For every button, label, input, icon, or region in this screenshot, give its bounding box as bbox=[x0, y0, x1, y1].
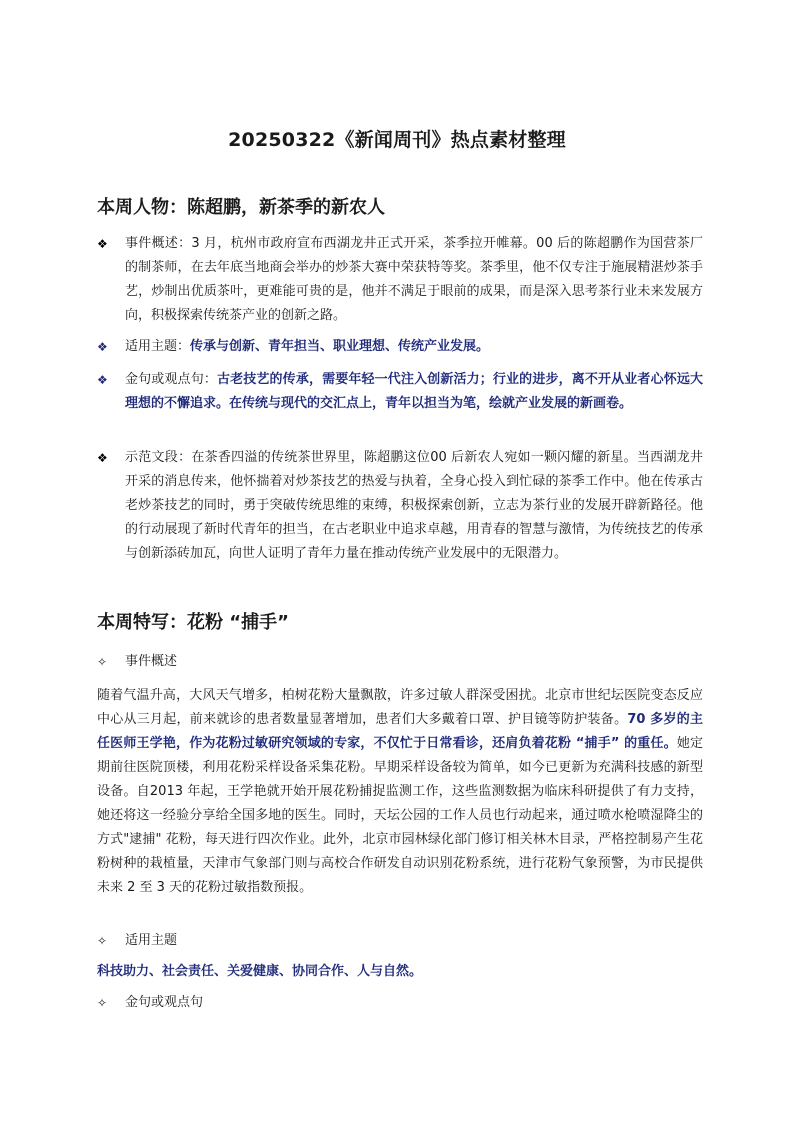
section-title-person: 本周人物：陈超鹏，新茶季的新农人 bbox=[97, 197, 385, 218]
list-item-applicable-themes bbox=[97, 335, 703, 359]
paragraph-emphasis: 70 多岁的主任医师王学艳，作为花粉过敏研究领域的专家，不仅忙于日常看诊，还肩负着花粉 “捕手” 的重任。 bbox=[97, 712, 703, 751]
item-text: 在茶香四溢的传统茶世界里，陈超鹏这位00 后新农人宛如一颗闪耀的新星。当西湖龙井开采的消息传来，他怀揣着对炒茶技艺的热爱与执着，全身心投入到忙碌的茶季工作中。他在传承古老炒茶技艺的同时，勇于突破传统思维的束缚，积极探索创新，立志为茶行业的发展开辟新路径。他的行动展现了新时代青年的担当，在古老职业中追求卓越，用青春的智慧与激情，为传统技艺的传承与创新添砖加瓦，向世人证明了青年力量在推动传统产业发展中的无限潜力。 bbox=[125, 450, 703, 561]
document-title: 20250322《新闻周刊》热点素材整理 bbox=[228, 129, 566, 151]
item-label: 事件概述： bbox=[125, 236, 192, 251]
list-item-event-overview bbox=[97, 232, 703, 328]
item-text: 3 月，杭州市政府宣布西湖龙井正式开采，茶季拉开帷幕。00 后的陈超鹏作为国营茶厂的制茶师，在去年底当地商会举办的炒茶大赛中荣获特等奖。茶季里，他不仅专注于施展精湛炒茶手艺，炒制出优质茶叶，更难能可贵的是，他并不满足于眼前的成果，而是深入思考茶行业未来发展方向，积极探索传统茶产业的创新之路。 bbox=[125, 236, 703, 323]
subheading-quote bbox=[97, 991, 703, 1015]
list-item-sample-paragraph bbox=[97, 446, 703, 566]
item-label: 金句或观点句： bbox=[125, 372, 217, 387]
paragraph-text: 她定期前往医院顶楼，利用花粉采样设备采集花粉。早期采样设备较为简单，如今已更新为充满科技感的新型设备。自2013 年起，王学艳就开始开展花粉捕捉监测工作，这些监测数据为临床科研提供了有力支持，她还将这一经验分享给全国多地的医生。同时，天坛公园的工作人员也行动起来，通过喷水枪喷湿降尘的方式"逮捕" 花粉，每天进行四次作业。此外，北京市园林绿化部门修订相关林木目录，严格控制易产生花粉树种的栽植量，天津市气象部门则与高校合作研发自动识别花粉系统，进行花粉气象预警，为市民提供未来 2 至 3 天的花粉过敏指数预报。 bbox=[97, 736, 703, 895]
four-point-star-icon: ✧ bbox=[97, 934, 108, 948]
item-text: 古老技艺的传承，需要年轻一代注入创新活力；行业的进步，离不开从业者心怀远大理想的不懈追求。在传统与现代的交汇点上，青年以担当为笔，绘就产业发展的新画卷。 bbox=[125, 372, 703, 411]
paragraph-text: 随着气温升高，大风天气增多，柏树花粉大量飘散，许多过敏人群深受困扰。北京市世纪坛医院变态反应中心从三月起，前来就诊的患者数量显著增加，患者们大多戴着口罩、护目镜等防护装备。 bbox=[97, 688, 703, 727]
diamond-bullet-icon: ❖ bbox=[97, 373, 108, 387]
feature-paragraph bbox=[97, 684, 703, 900]
themes-text: 科技助力、社会责任、关爱健康、协同合作、人与自然。 bbox=[97, 964, 423, 979]
subheading-label: 事件概述 bbox=[125, 654, 178, 669]
list-item-quote bbox=[97, 368, 703, 416]
diamond-bullet-icon: ❖ bbox=[97, 340, 108, 354]
section-title-feature: 本周特写：花粉 “捕手” bbox=[97, 612, 289, 633]
item-text: 传承与创新、青年担当、职业理想、传统产业发展。 bbox=[190, 339, 490, 354]
four-point-star-icon: ✧ bbox=[97, 655, 108, 669]
diamond-bullet-icon: ❖ bbox=[97, 451, 108, 465]
item-label: 适用主题： bbox=[125, 339, 191, 354]
item-label: 示范文段： bbox=[125, 450, 192, 465]
subheading-label: 金句或观点句 bbox=[125, 995, 204, 1010]
subheading-event-overview bbox=[97, 650, 703, 674]
diamond-bullet-icon: ❖ bbox=[97, 237, 108, 251]
subheading-label: 适用主题 bbox=[125, 933, 178, 948]
four-point-star-icon: ✧ bbox=[97, 996, 108, 1010]
subheading-themes bbox=[97, 929, 703, 953]
